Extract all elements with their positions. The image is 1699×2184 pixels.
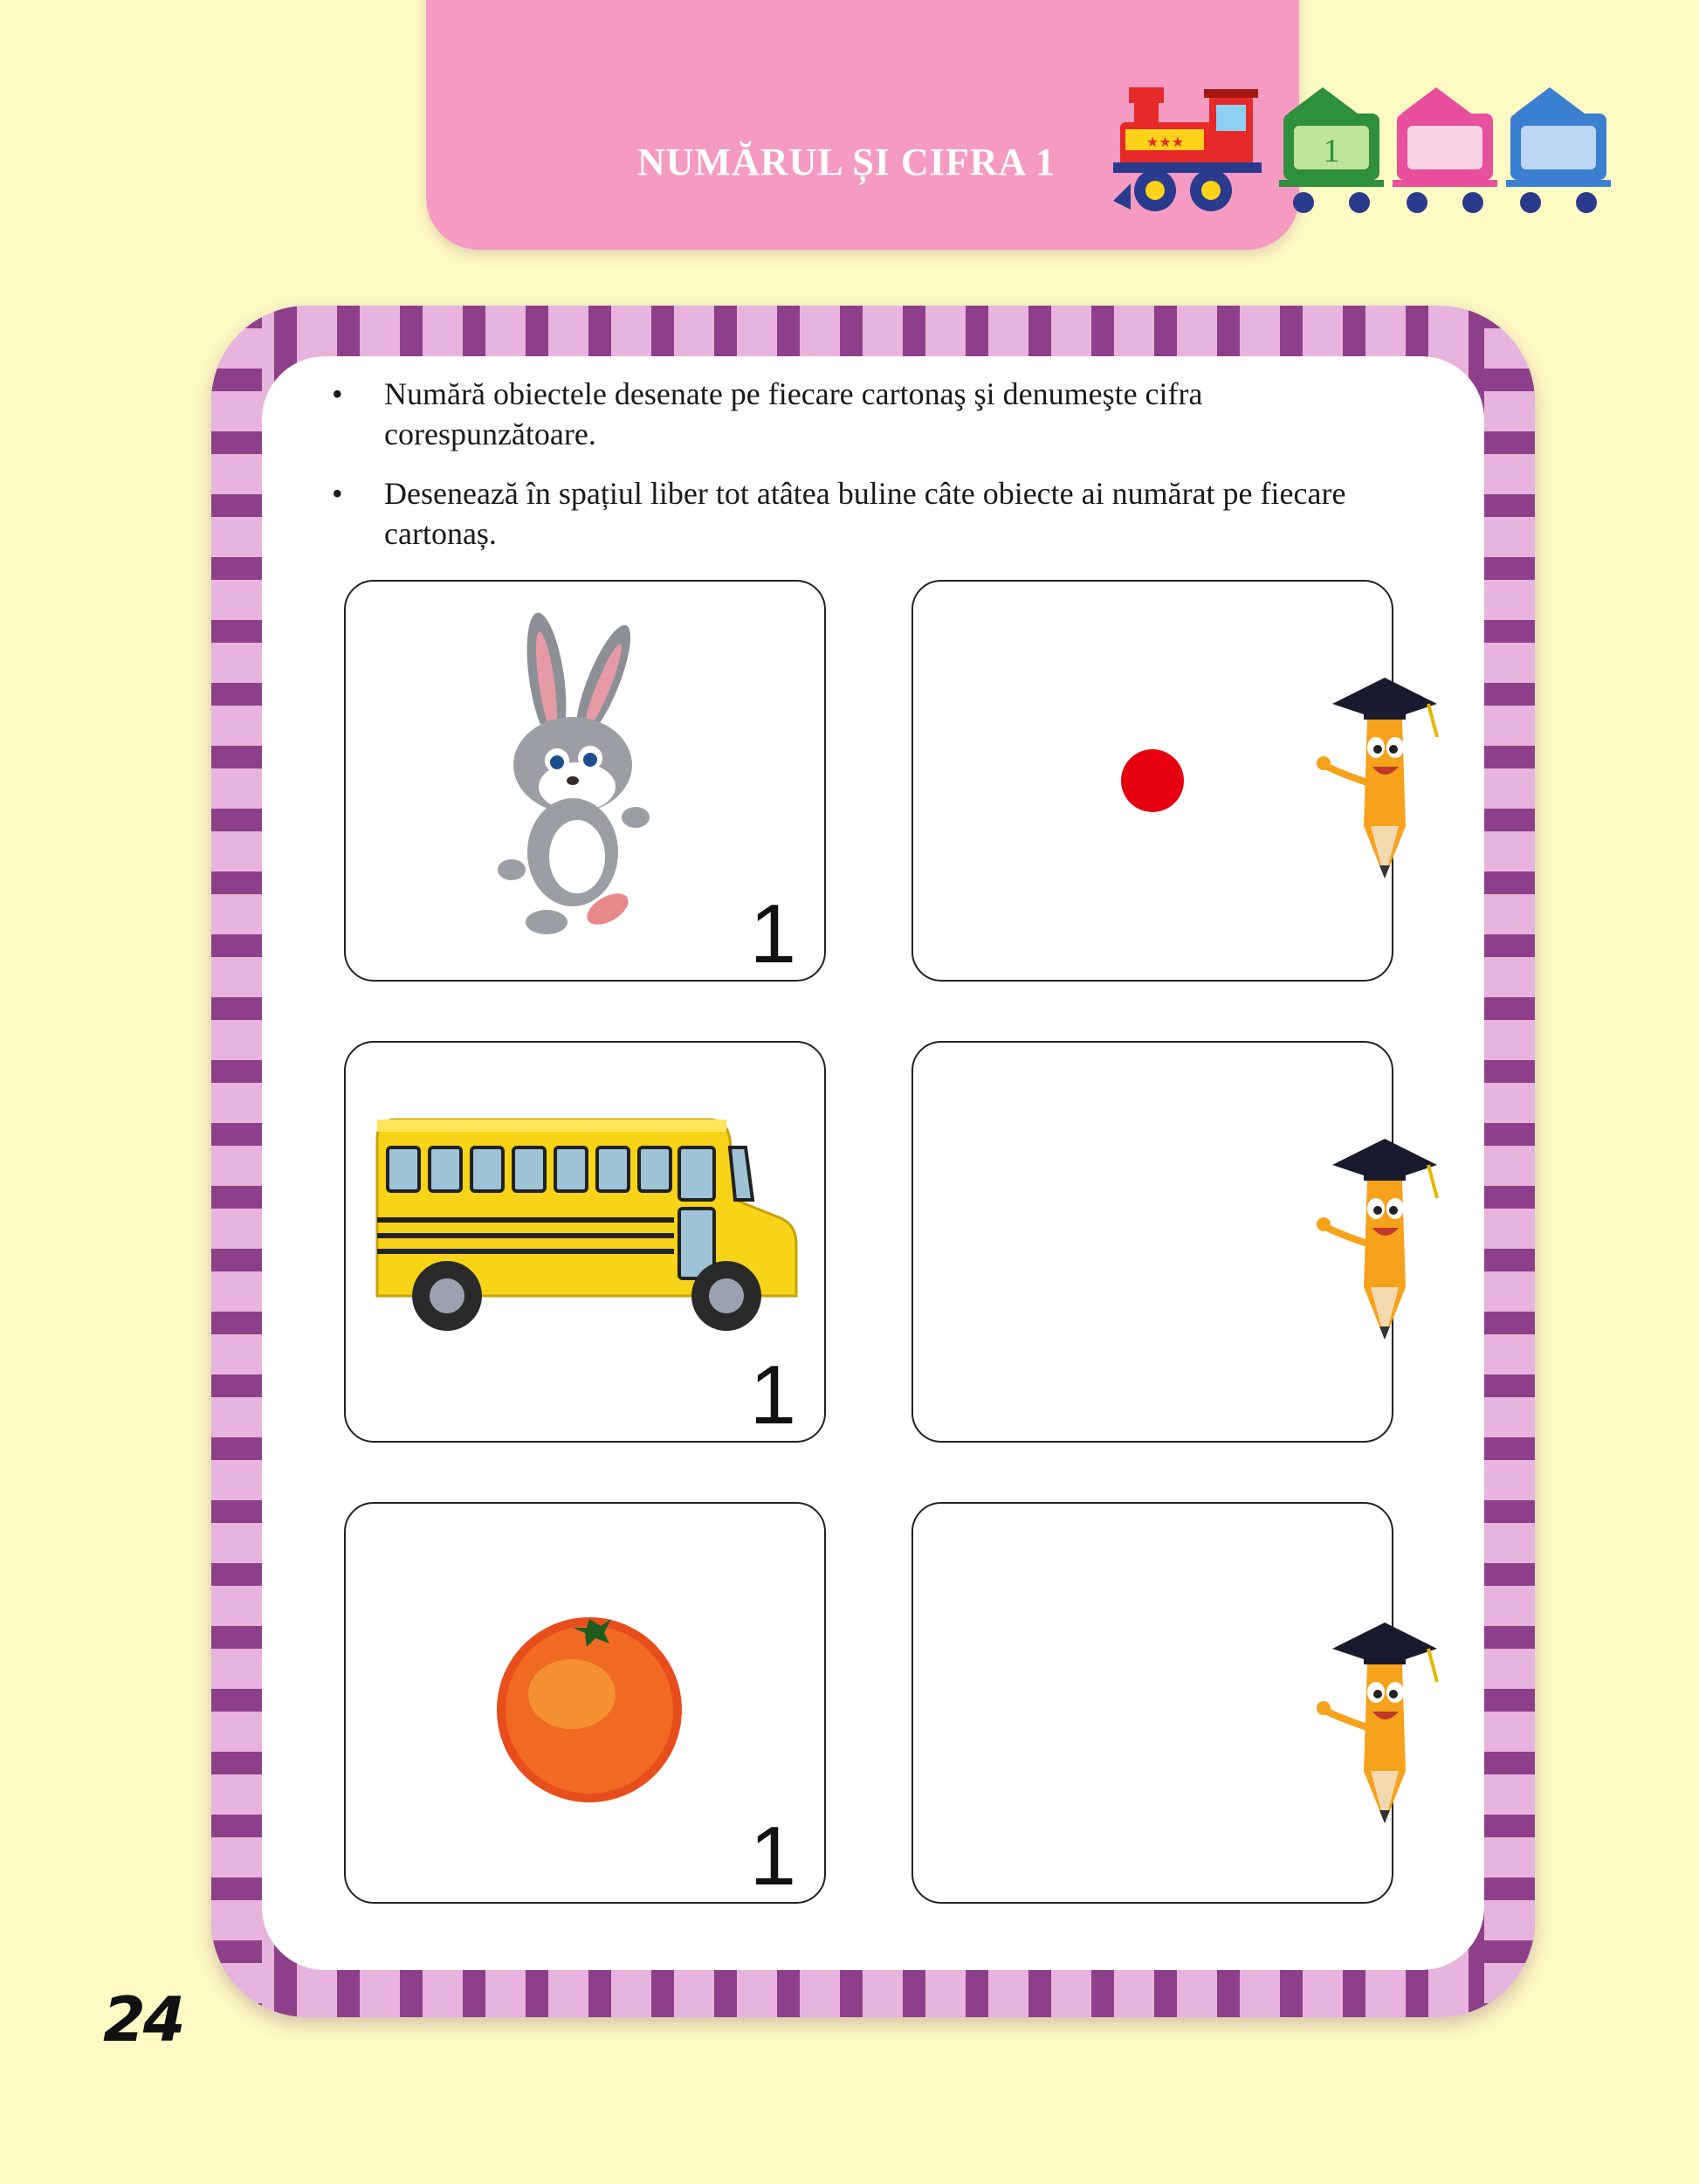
pencil-mascot-icon xyxy=(1315,1614,1455,1832)
digit-label: 1 xyxy=(749,1348,796,1442)
object-card-rabbit xyxy=(344,580,826,982)
wagon-green-icon xyxy=(1279,87,1384,213)
wagon-pink-icon xyxy=(1393,87,1497,213)
train-illustration xyxy=(1113,79,1641,231)
object-card-bus xyxy=(344,1041,826,1443)
page-number: 24 xyxy=(103,1984,183,2056)
school-bus-icon xyxy=(368,1113,805,1340)
instruction-2 xyxy=(332,473,1432,554)
bullet: • xyxy=(332,376,343,411)
pencil-mascot-icon xyxy=(1315,669,1455,887)
rabbit-icon xyxy=(485,608,678,957)
pencil-mascot-icon xyxy=(1315,1130,1455,1348)
instruction-text: Numără obiectele desenate pe fiecare cartonaş şi denumeşte cifra corespunzătoare. xyxy=(384,376,1203,451)
instruction-1 xyxy=(332,374,1432,454)
instruction-text: Desenează în spațiul liber tot atâtea buline câte obiecte ai numărat pe fiecare cartonaș. xyxy=(384,476,1346,551)
svg-text:★★★: ★★★ xyxy=(1146,134,1185,150)
chapter-title: NUMĂRUL ȘI CIFRA 1 xyxy=(637,141,1056,183)
digit-label: 1 xyxy=(749,887,796,981)
object-card-orange xyxy=(344,1502,826,1904)
locomotive-icon xyxy=(1113,87,1262,211)
svg-text:1: 1 xyxy=(1323,133,1340,169)
orange-icon xyxy=(489,1607,690,1808)
digit-label: 1 xyxy=(749,1809,796,1903)
wagon-blue-icon xyxy=(1506,87,1611,213)
red-dot xyxy=(1121,749,1184,812)
bullet: • xyxy=(332,476,343,511)
